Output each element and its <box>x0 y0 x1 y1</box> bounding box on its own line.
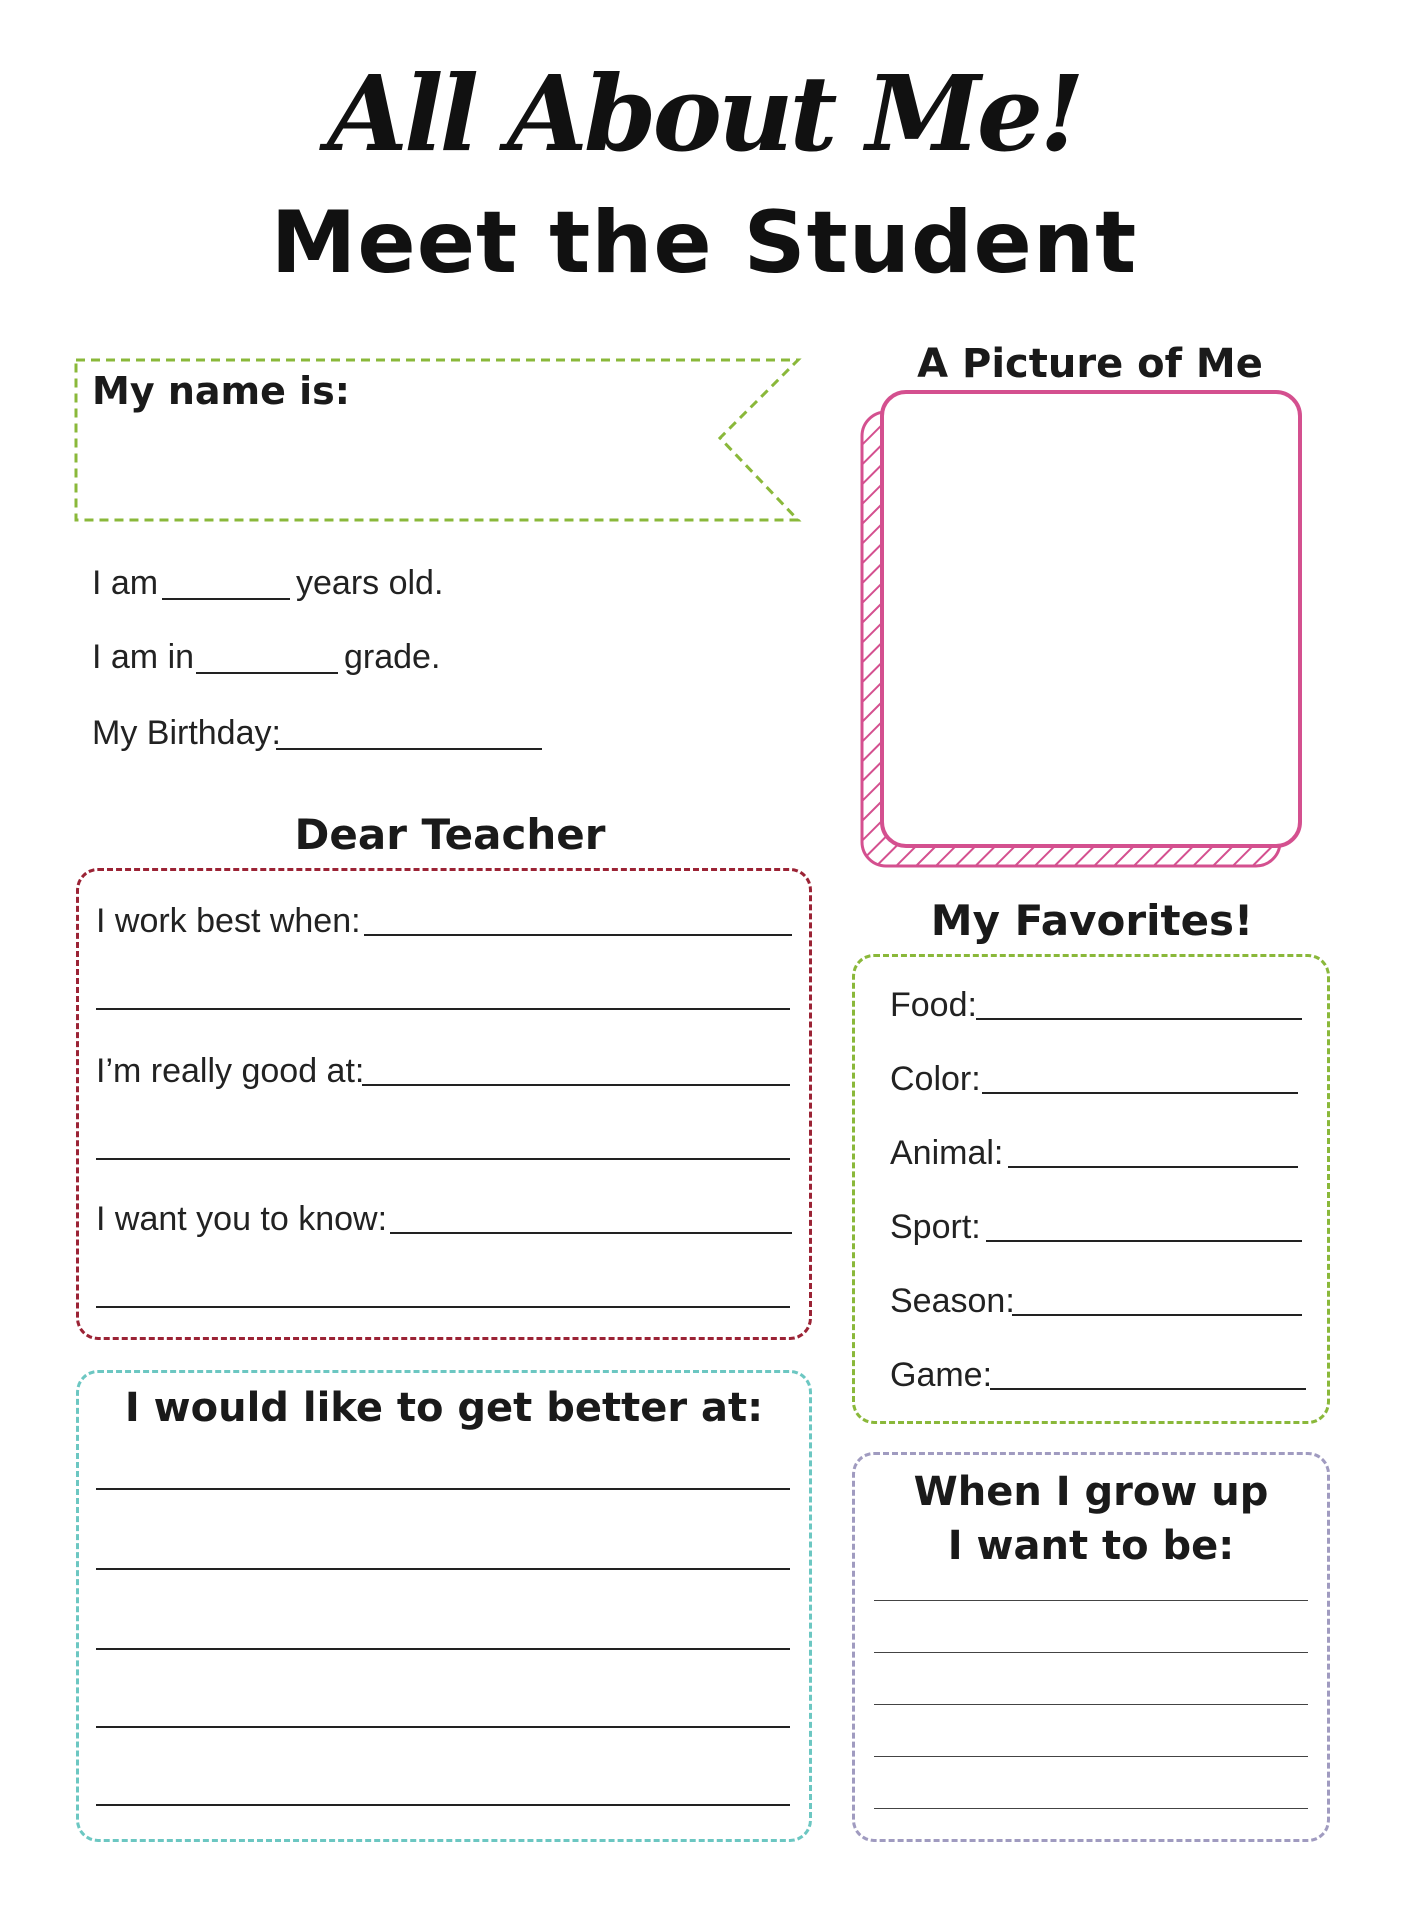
favorite-food-label: Food: <box>890 986 977 1024</box>
better-at-line[interactable] <box>96 1648 790 1650</box>
birthday-label: My Birthday: <box>92 714 281 752</box>
grade-field[interactable] <box>196 672 338 674</box>
dear-teacher-prompt-2: I’m really good at: <box>96 1052 365 1090</box>
age-field[interactable] <box>162 598 290 600</box>
better-at-line[interactable] <box>96 1804 790 1806</box>
name-label: My name is: <box>92 369 350 413</box>
favorite-color-label: Color: <box>890 1060 981 1098</box>
good-at-field-2[interactable] <box>96 1158 790 1160</box>
better-at-line[interactable] <box>96 1726 790 1728</box>
favorite-game-field[interactable] <box>990 1388 1306 1390</box>
dear-teacher-prompt-1: I work best when: <box>96 902 361 940</box>
good-at-field[interactable] <box>362 1084 790 1086</box>
picture-heading: A Picture of Me <box>917 341 1263 387</box>
dear-teacher-prompt-3: I want you to know: <box>96 1200 388 1238</box>
grow-up-heading-line-1: When I grow up <box>913 1469 1269 1515</box>
grow-up-line[interactable] <box>874 1704 1308 1705</box>
favorite-food-field[interactable] <box>976 1018 1302 1020</box>
grow-up-heading-line-2: I want to be: <box>947 1523 1235 1569</box>
favorites-box <box>852 954 1330 1424</box>
want-you-to-know-field[interactable] <box>390 1232 792 1234</box>
work-best-field-2[interactable] <box>96 1008 790 1010</box>
favorite-sport-label: Sport: <box>890 1208 981 1246</box>
grow-up-line[interactable] <box>874 1756 1308 1757</box>
birthday-field[interactable] <box>276 748 542 750</box>
name-field[interactable] <box>92 424 692 510</box>
grow-up-line[interactable] <box>874 1652 1308 1653</box>
want-you-to-know-field-2[interactable] <box>96 1306 790 1308</box>
better-at-box <box>76 1370 812 1842</box>
favorite-season-field[interactable] <box>1012 1314 1302 1316</box>
grow-up-line[interactable] <box>874 1600 1308 1601</box>
grow-up-line[interactable] <box>874 1808 1308 1809</box>
grade-suffix: grade. <box>344 638 441 676</box>
better-at-line[interactable] <box>96 1568 790 1570</box>
age-prefix: I am <box>92 564 159 602</box>
page-subtitle: Meet the Student <box>270 193 1138 293</box>
work-best-field[interactable] <box>364 934 792 936</box>
better-at-line[interactable] <box>96 1488 790 1490</box>
favorite-animal-label: Animal: <box>890 1134 1004 1172</box>
favorite-sport-field[interactable] <box>986 1240 1302 1242</box>
favorite-season-label: Season: <box>890 1282 1015 1320</box>
picture-frame[interactable] <box>858 388 1304 872</box>
age-suffix: years old. <box>296 564 444 602</box>
favorite-color-field[interactable] <box>982 1092 1298 1094</box>
favorite-animal-field[interactable] <box>1008 1166 1298 1168</box>
page-title: All About Me! <box>327 52 1081 175</box>
grade-prefix: I am in <box>92 638 195 676</box>
favorites-heading: My Favorites! <box>930 896 1254 945</box>
better-at-heading: I would like to get better at: <box>124 1385 764 1431</box>
dear-teacher-heading: Dear Teacher <box>294 810 606 859</box>
favorite-game-label: Game: <box>890 1356 993 1394</box>
